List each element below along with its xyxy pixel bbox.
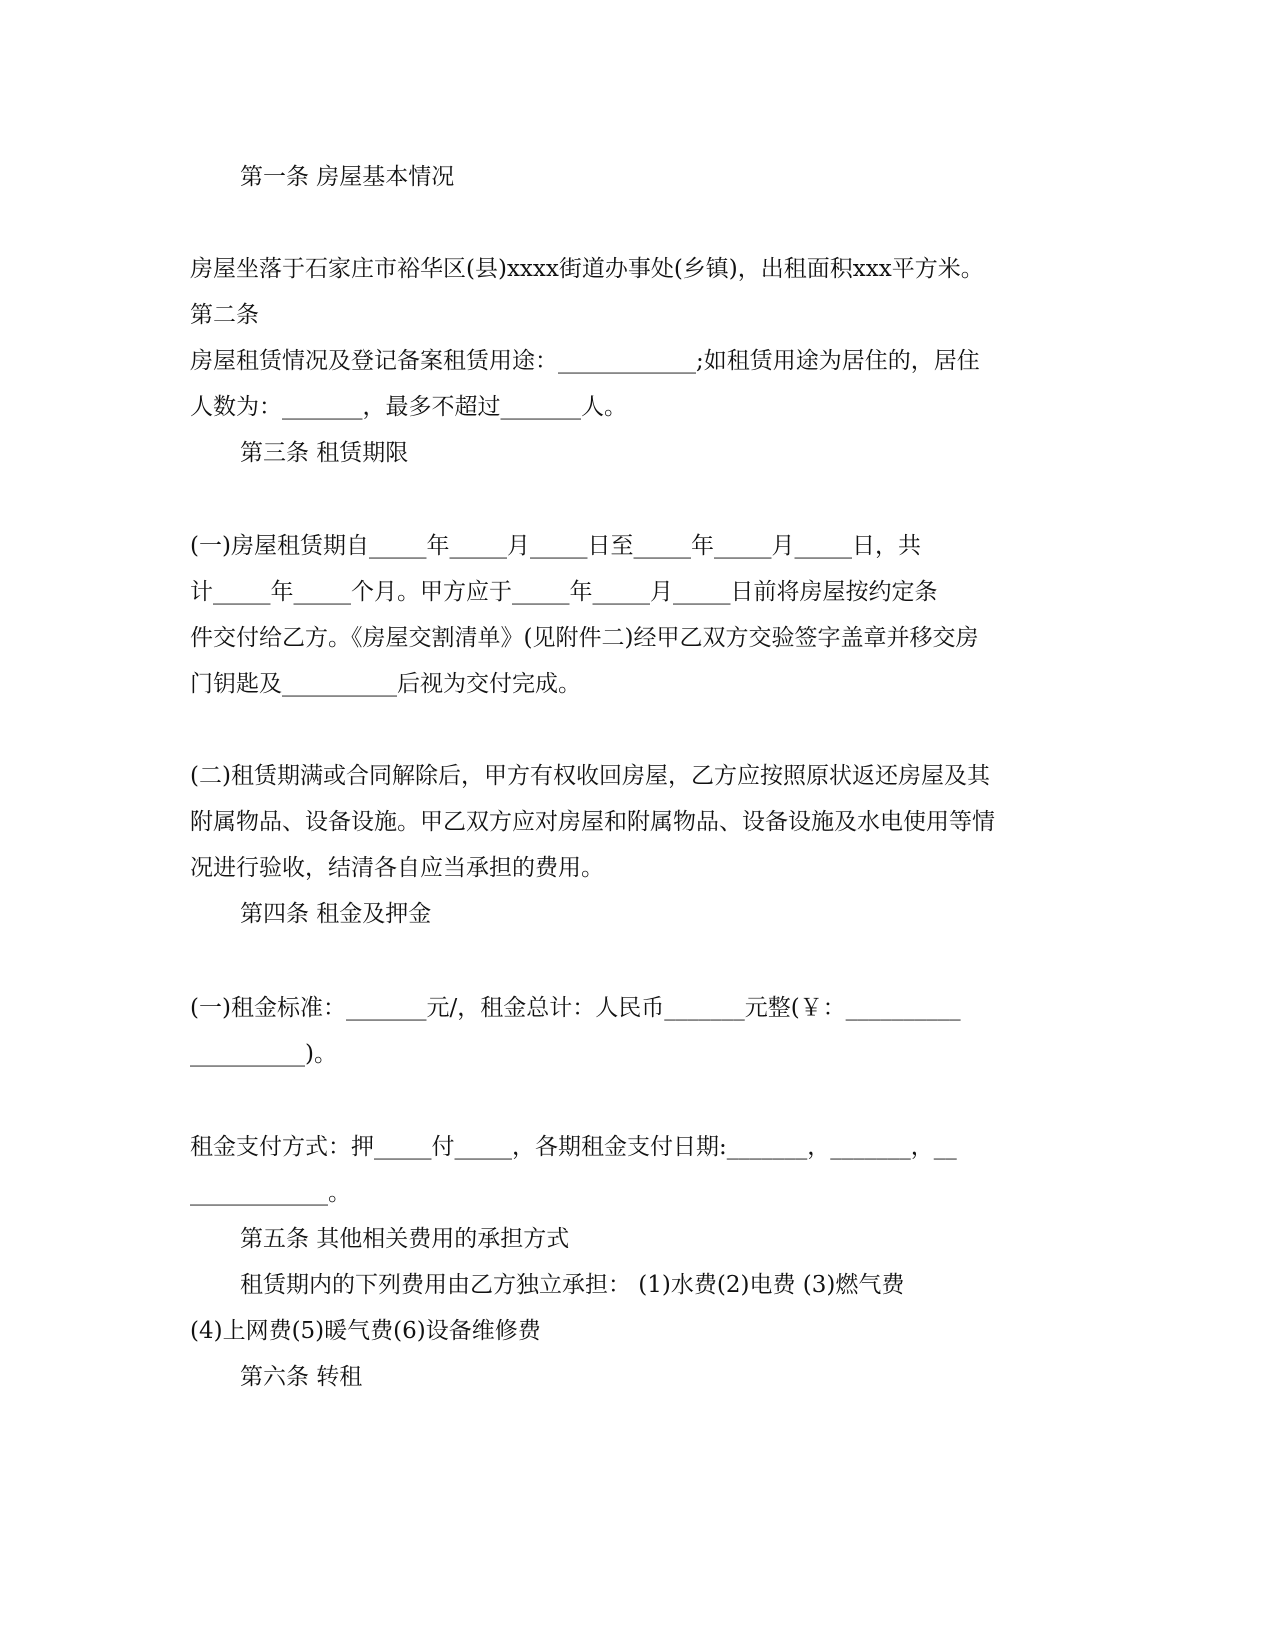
article-4-para-1-line-1: (一)租金标准：_______元/，租金总计：人民币_______元整(￥：__________ (190, 995, 961, 1021)
article-2-text-line-2: 人数为：_______，最多不超过_______人。 (190, 394, 627, 420)
article-5-text-line-1: 租赁期内的下列费用由乙方独立承担： (1)水费(2)电费 (3)燃气费 (240, 1272, 905, 1298)
article-3-para-2-line-2: 附属物品、设备设施。甲乙双方应对房屋和附属物品、设备设施及水电使用等情 (190, 809, 995, 835)
article-3-para-1-line-4: 门钥匙及__________后视为交付完成。 (190, 671, 581, 697)
article-1-heading: 第一条 房屋基本情况 (240, 164, 455, 190)
article-2-heading: 第二条 (190, 302, 259, 328)
article-4-para-1-line-2: __________)。 (190, 1041, 337, 1067)
article-2-text-line-1: 房屋租赁情况及登记备案租赁用途：____________;如租赁用途为居住的，居住 (190, 348, 980, 374)
article-3-para-2-line-3: 况进行验收，结清各自应当承担的费用。 (190, 855, 604, 881)
article-3-para-1-line-1: (一)房屋租赁期自_____年_____月_____日至_____年_____月_____日，共 (190, 533, 921, 559)
article-4-heading: 第四条 租金及押金 (240, 901, 432, 927)
article-3-para-2-line-1: (二)租赁期满或合同解除后，甲方有权收回房屋，乙方应按照原状返还房屋及其 (190, 763, 990, 789)
article-3-heading: 第三条 租赁期限 (240, 440, 409, 466)
article-4-para-2-line-2: ____________。 (190, 1180, 351, 1206)
article-4-para-2-line-1: 租金支付方式：押_____付_____，各期租金支付日期:_______，_______，__ (190, 1134, 957, 1160)
article-5-text-line-2: (4)上网费(5)暖气费(6)设备维修费 (190, 1318, 541, 1344)
article-1-text: 房屋坐落于石家庄市裕华区(县)xxxx街道办事处(乡镇)，出租面积xxx平方米。 (190, 256, 984, 282)
article-5-heading: 第五条 其他相关费用的承担方式 (240, 1226, 570, 1252)
article-6-heading: 第六条 转租 (240, 1364, 363, 1390)
article-3-para-1-line-2: 计_____年_____个月。甲方应于_____年_____月_____日前将房屋按约定条 (190, 579, 938, 605)
article-3-para-1-line-3: 件交付给乙方。《房屋交割清单》(见附件二)经甲乙双方交验签字盖章并移交房 (190, 625, 979, 651)
